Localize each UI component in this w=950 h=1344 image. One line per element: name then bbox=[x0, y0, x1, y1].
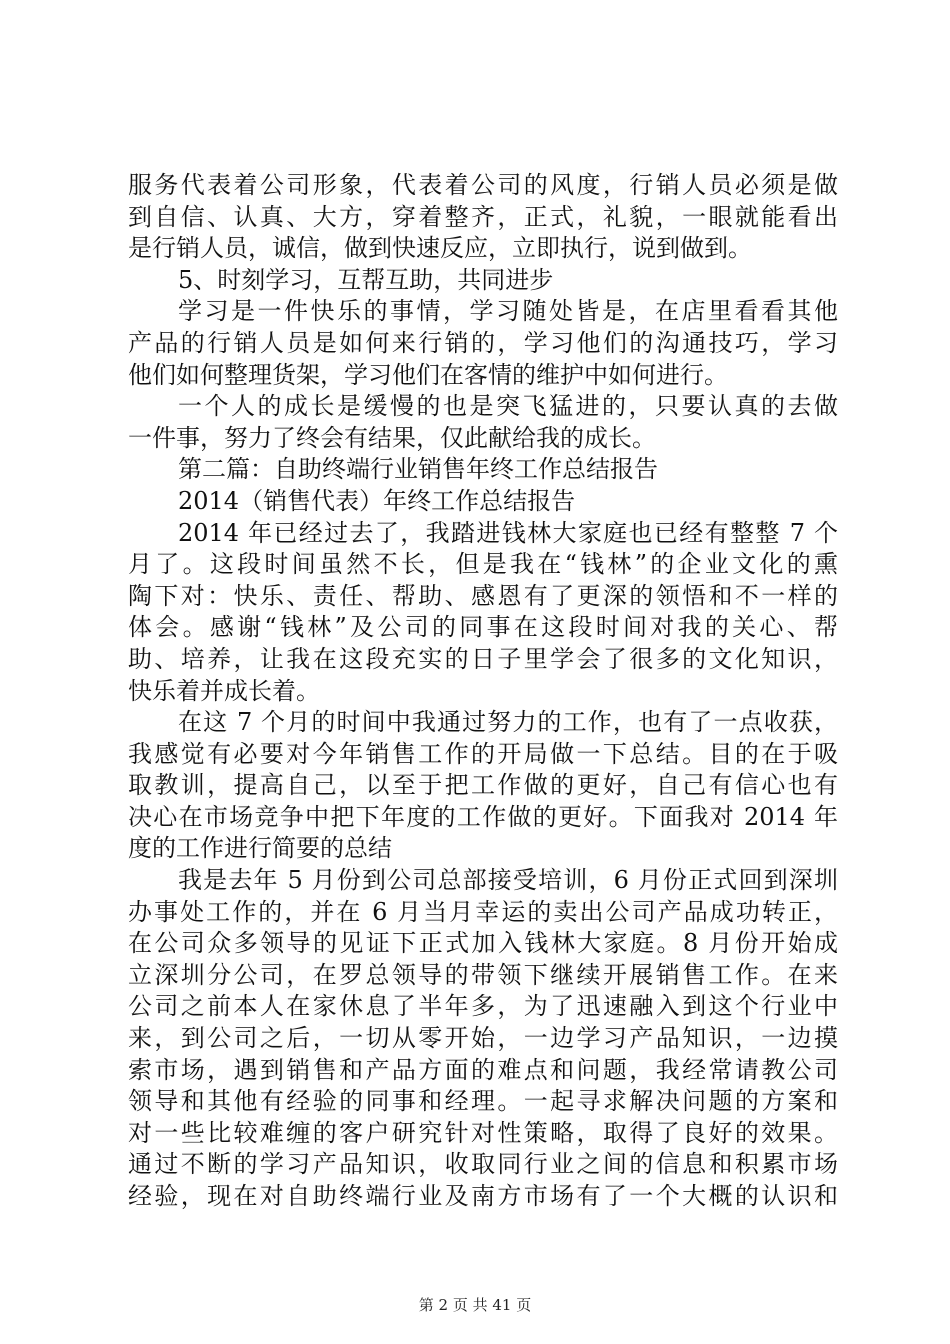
text-line: 助、培养，让我在这段充实的日子里学会了很多的文化知识， bbox=[128, 644, 838, 673]
text-line: 我是去年 5 月份到公司总部接受培训，6 月份正式回到深圳 bbox=[178, 866, 838, 895]
text-line: 我感觉有必要对今年销售工作的开局做一下总结。目的在于吸 bbox=[128, 739, 838, 768]
text-line: 取教训，提高自己，以至于把工作做的更好，自己有信心也有 bbox=[128, 771, 838, 800]
text-line: 是行销人员，诚信，做到快速反应，立即执行，说到做到。 bbox=[128, 234, 752, 263]
text-line: 在公司众多领导的见证下正式加入钱林大家庭。8 月份开始成 bbox=[128, 929, 838, 958]
text-line: 快乐着并成长着。 bbox=[128, 676, 320, 705]
text-line: 公司之前本人在家休息了半年多，为了迅速融入到这个行业中 bbox=[128, 992, 838, 1021]
text-line: 经验，现在对自助终端行业及南方市场有了一个大概的认识和 bbox=[128, 1182, 838, 1210]
text-line: 通过不断的学习产品知识，收取同行业之间的信息和积累市场 bbox=[128, 1150, 838, 1179]
text-line: 决心在市场竞争中把下年度的工作做的更好。下面我对 2014 年 bbox=[128, 802, 838, 831]
text-line: 产品的行销人员是如何来行销的，学习他们的沟通技巧，学习 bbox=[128, 328, 838, 357]
text-line: 月了。这段时间虽然不长，但是我在“钱林”的企业文化的熏 bbox=[128, 550, 838, 579]
document-body bbox=[128, 170, 838, 1213]
text-line: 他们如何整理货架，学习他们在客情的维护中如何进行。 bbox=[128, 360, 728, 389]
text-line: 索市场，遇到销售和产品方面的难点和问题，我经常请教公司 bbox=[128, 1055, 838, 1084]
text-line: 一件事，努力了终会有结果，仅此献给我的成长。 bbox=[128, 423, 656, 452]
text-line: 在这 7 个月的时间中我通过努力的工作，也有了一点收获， bbox=[178, 708, 838, 737]
text-line: 领导和其他有经验的同事和经理。一起寻求解决问题的方案和 bbox=[128, 1087, 838, 1116]
text-line: 一个人的成长是缓慢的也是突飞猛进的，只要认真的去做 bbox=[178, 392, 838, 421]
text-line: 第二篇：自助终端行业销售年终工作总结报告 bbox=[178, 455, 658, 484]
text-line: 度的工作进行简要的总结 bbox=[128, 834, 392, 863]
page-footer: 第 2 页 共 41 页 bbox=[418, 1296, 532, 1314]
text-line: 对一些比较难缠的客户研究针对性策略，取得了良好的效果。 bbox=[128, 1118, 838, 1147]
text-line: 来，到公司之后，一切从零开始，一边学习产品知识，一边摸 bbox=[128, 1024, 838, 1053]
text-line: 5、时刻学习，互帮互助，共同进步 bbox=[178, 265, 554, 294]
text-line: 办事处工作的，并在 6 月当月幸运的卖出公司产品成功转正， bbox=[128, 897, 838, 926]
text-line: 服务代表着公司形象，代表着公司的风度，行销人员必须是做 bbox=[128, 171, 838, 199]
text-line: 2014（销售代表）年终工作总结报告 bbox=[178, 486, 576, 515]
text-line: 陶下对：快乐、责任、帮助、感恩有了更深的领悟和不一样的 bbox=[128, 581, 838, 610]
text-line: 学习是一件快乐的事情，学习随处皆是，在店里看看其他 bbox=[178, 297, 838, 326]
text-line: 立深圳分公司，在罗总领导的带领下继续开展销售工作。在来 bbox=[128, 960, 838, 989]
text-line: 2014 年已经过去了，我踏进钱林大家庭也已经有整整 7 个 bbox=[178, 518, 838, 547]
text-line: 到自信、认真、大方，穿着整齐，正式，礼貌，一眼就能看出 bbox=[128, 202, 838, 231]
text-line: 体会。感谢“钱林”及公司的同事在这段时间对我的关心、帮 bbox=[128, 613, 838, 642]
